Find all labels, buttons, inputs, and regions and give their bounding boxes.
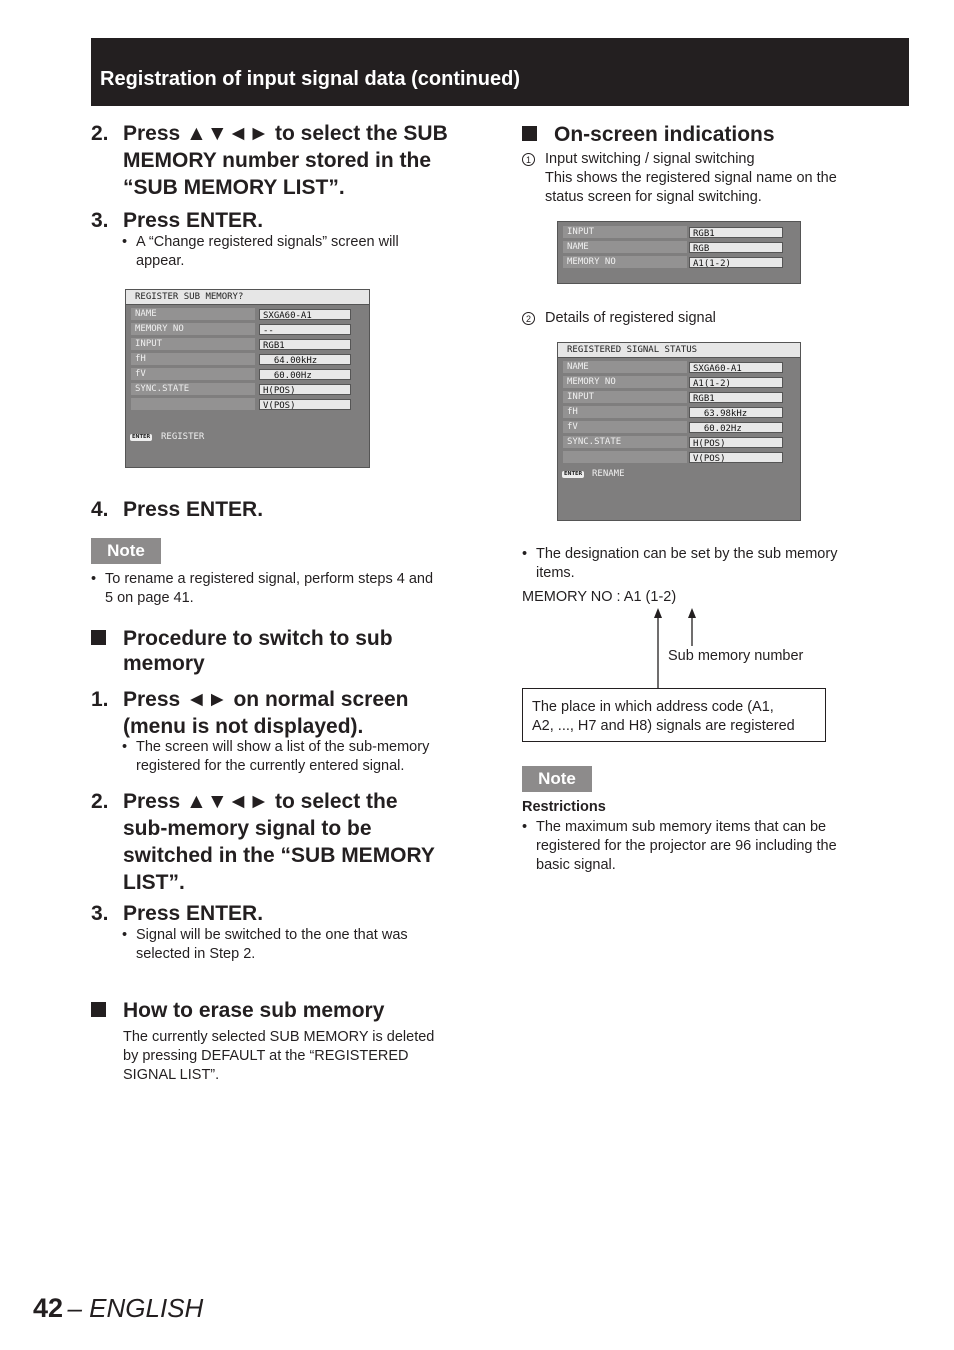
sub-memory-number-label: Sub memory number [668,648,804,664]
body-text: Details of registered signal [545,310,716,326]
osd-label: MEMORY NO [131,323,255,335]
bullet-text: registered for the projector are 96 including the [536,838,837,854]
bullet-dot: • [522,819,528,835]
bullet-text: 5 on page 41. [105,590,194,606]
osd-label [563,451,687,463]
osd-row [563,256,793,269]
circled-number-icon: 2 [522,312,535,325]
osd-value: H(POS) [689,437,783,448]
step-text: Press ENTER. [123,209,264,232]
note-badge: Note [522,766,592,792]
step-text: Press ENTER. [123,498,264,521]
section-onscreen-indications [522,122,902,148]
section-header-title: Registration of input signal data (continued) [100,68,520,90]
osd-registered-signal-status [557,342,801,521]
osd-label: NAME [563,241,687,253]
step-text: sub-memory signal to be [123,817,372,840]
page-number: 42 [33,1293,64,1323]
osd-row [563,391,793,404]
osd-value: RGB1 [689,227,783,238]
osd-value: SXGA60-A1 [259,309,351,320]
box-text: A2, ..., H7 and H8) signals are registered [532,718,795,734]
page-footer [33,1293,203,1329]
body-text: by pressing DEFAULT at the “REGISTERED [123,1048,409,1064]
bullet-sub-memory-list [122,738,487,778]
step-number: 2. [91,122,109,145]
osd-value: 63.98kHz [689,407,783,418]
osd-label: fH [131,353,255,365]
step-number: 3. [91,902,109,925]
osd-label: INPUT [563,391,687,403]
bullet-designation [522,545,902,585]
osd-value: V(POS) [259,399,351,410]
erase-description [123,1028,483,1088]
osd-value: SXGA60-A1 [689,362,783,373]
bullet-text: selected in Step 2. [136,946,256,962]
osd-value: 64.00kHz [259,354,351,365]
body-text: The currently selected SUB MEMORY is deleted [123,1029,435,1045]
bullet-text: Signal will be switched to the one that was [136,927,408,943]
osd-label: INPUT [131,338,255,350]
body-text: status screen for signal switching. [545,189,762,205]
bullet-restriction [522,818,902,878]
osd-row [563,361,793,374]
step-text: (menu is not displayed). [123,715,364,738]
osd-input-status [557,221,801,284]
osd-register-sub-memory [125,289,370,468]
step-1-normal-screen [91,686,491,740]
step-text: Press ENTER. [123,902,264,925]
osd-value: 60.00Hz [259,369,351,380]
step-number: 3. [91,209,109,232]
square-bullet-icon [522,126,537,141]
bullet-dot: • [122,927,128,943]
osd-enter-label: REGISTER [161,432,205,442]
osd-row [131,383,361,396]
osd-label: SYNC.STATE [131,383,255,395]
osd-label: INPUT [563,226,687,238]
step-2-select-sub-memory [91,120,491,204]
bullet-text: appear. [136,253,185,269]
bullet-text: basic signal. [536,857,616,873]
osd-label: SYNC.STATE [563,436,687,448]
section-heading: memory [123,652,205,675]
osd-value: A1(1-2) [689,377,783,388]
osd-title: REGISTER SUB MEMORY? [126,290,369,305]
indication-item-1 [522,150,902,210]
osd-value: H(POS) [259,384,351,395]
osd-label: fV [563,421,687,433]
osd-label: NAME [131,308,255,320]
step-text: LIST”. [123,871,185,894]
bullet-text: The maximum sub memory items that can be [536,819,827,835]
body-text: This shows the registered signal name on the [545,170,837,186]
address-code-box [522,688,826,742]
osd-label: fV [131,368,255,380]
osd-row [131,323,361,336]
bullet-dot: • [122,739,128,755]
section-heading: Procedure to switch to sub [123,627,393,650]
step-4-press-enter [91,496,391,523]
indication-item-2 [522,309,902,331]
page-language: – ENGLISH [67,1293,204,1323]
section-erase-sub-memory [91,998,491,1024]
square-bullet-icon [91,1002,106,1017]
osd-row [563,421,793,434]
bullet-change-screen [122,233,472,273]
osd-value: A1(1-2) [689,257,783,268]
bullet-text: A “Change registered signals” screen will [136,234,399,250]
note-badge: Note [91,538,161,564]
section-heading: How to erase sub memory [123,999,385,1022]
restrictions-heading: Restrictions [522,799,606,815]
osd-row [563,241,793,254]
circled-number-icon: 1 [522,153,535,166]
step-3-press-enter-b [91,900,391,927]
osd-row [131,368,361,381]
osd-row [563,436,793,449]
step-number: 2. [91,790,109,813]
osd-row [131,353,361,366]
square-bullet-icon [91,630,106,645]
step-number: 1. [91,688,109,711]
memory-no-example: MEMORY NO : A1 (1-2) [522,589,677,605]
body-text: Input switching / signal switching [545,151,755,167]
step-text: “SUB MEMORY LIST”. [123,176,345,199]
osd-enter-label: RENAME [592,469,625,479]
osd-label: MEMORY NO [563,256,687,268]
osd-row [131,338,361,351]
body-text: SIGNAL LIST”. [123,1067,220,1083]
section-procedure-switch [91,626,491,678]
osd-row [563,226,793,239]
step-text: MEMORY number stored in the [123,149,432,172]
bullet-text: items. [536,565,575,581]
step-text: switched in the “SUB MEMORY [123,844,435,867]
arrow-head-icon [688,608,696,618]
bullet-text: To rename a registered signal, perform steps 4 and [105,571,434,587]
step-number: 4. [91,498,109,521]
box-text: The place in which address code (A1, [532,699,774,715]
step-text: Press ◄► on normal screen [123,688,409,711]
bullet-signal-switched [122,926,482,966]
enter-key-icon: ENTER [564,471,583,477]
osd-row [131,308,361,321]
osd-row [131,398,361,411]
osd-label: NAME [563,361,687,373]
osd-title: REGISTERED SIGNAL STATUS [558,343,800,358]
bullet-text: The designation can be set by the sub memory [536,546,838,562]
note-bullet-rename [91,570,486,610]
osd-label: MEMORY NO [563,376,687,388]
osd-label [131,398,255,410]
enter-key-icon: ENTER [132,434,151,440]
osd-value: RGB [689,242,783,253]
bullet-dot: • [522,546,528,562]
osd-label: fH [563,406,687,418]
bullet-dot: • [122,234,128,250]
osd-row [563,406,793,419]
step-text: Press ▲▼◄► to select the [123,790,398,813]
step-2-select-sub-memory-signal [91,788,491,896]
bullet-text: The screen will show a list of the sub-memory [136,739,430,755]
step-text: Press ▲▼◄► to select the SUB [123,122,448,145]
bullet-dot: • [91,571,97,587]
osd-value: 60.02Hz [689,422,783,433]
arrow-head-icon [654,608,662,618]
section-heading: On-screen indications [554,123,775,146]
bullet-text: registered for the currently entered signal. [136,758,405,774]
osd-row [563,451,793,464]
osd-value: V(POS) [689,452,783,463]
osd-value: RGB1 [259,339,351,350]
osd-row [563,376,793,389]
osd-value: RGB1 [689,392,783,403]
step-3-press-enter [91,207,471,234]
osd-value: -- [259,324,351,335]
